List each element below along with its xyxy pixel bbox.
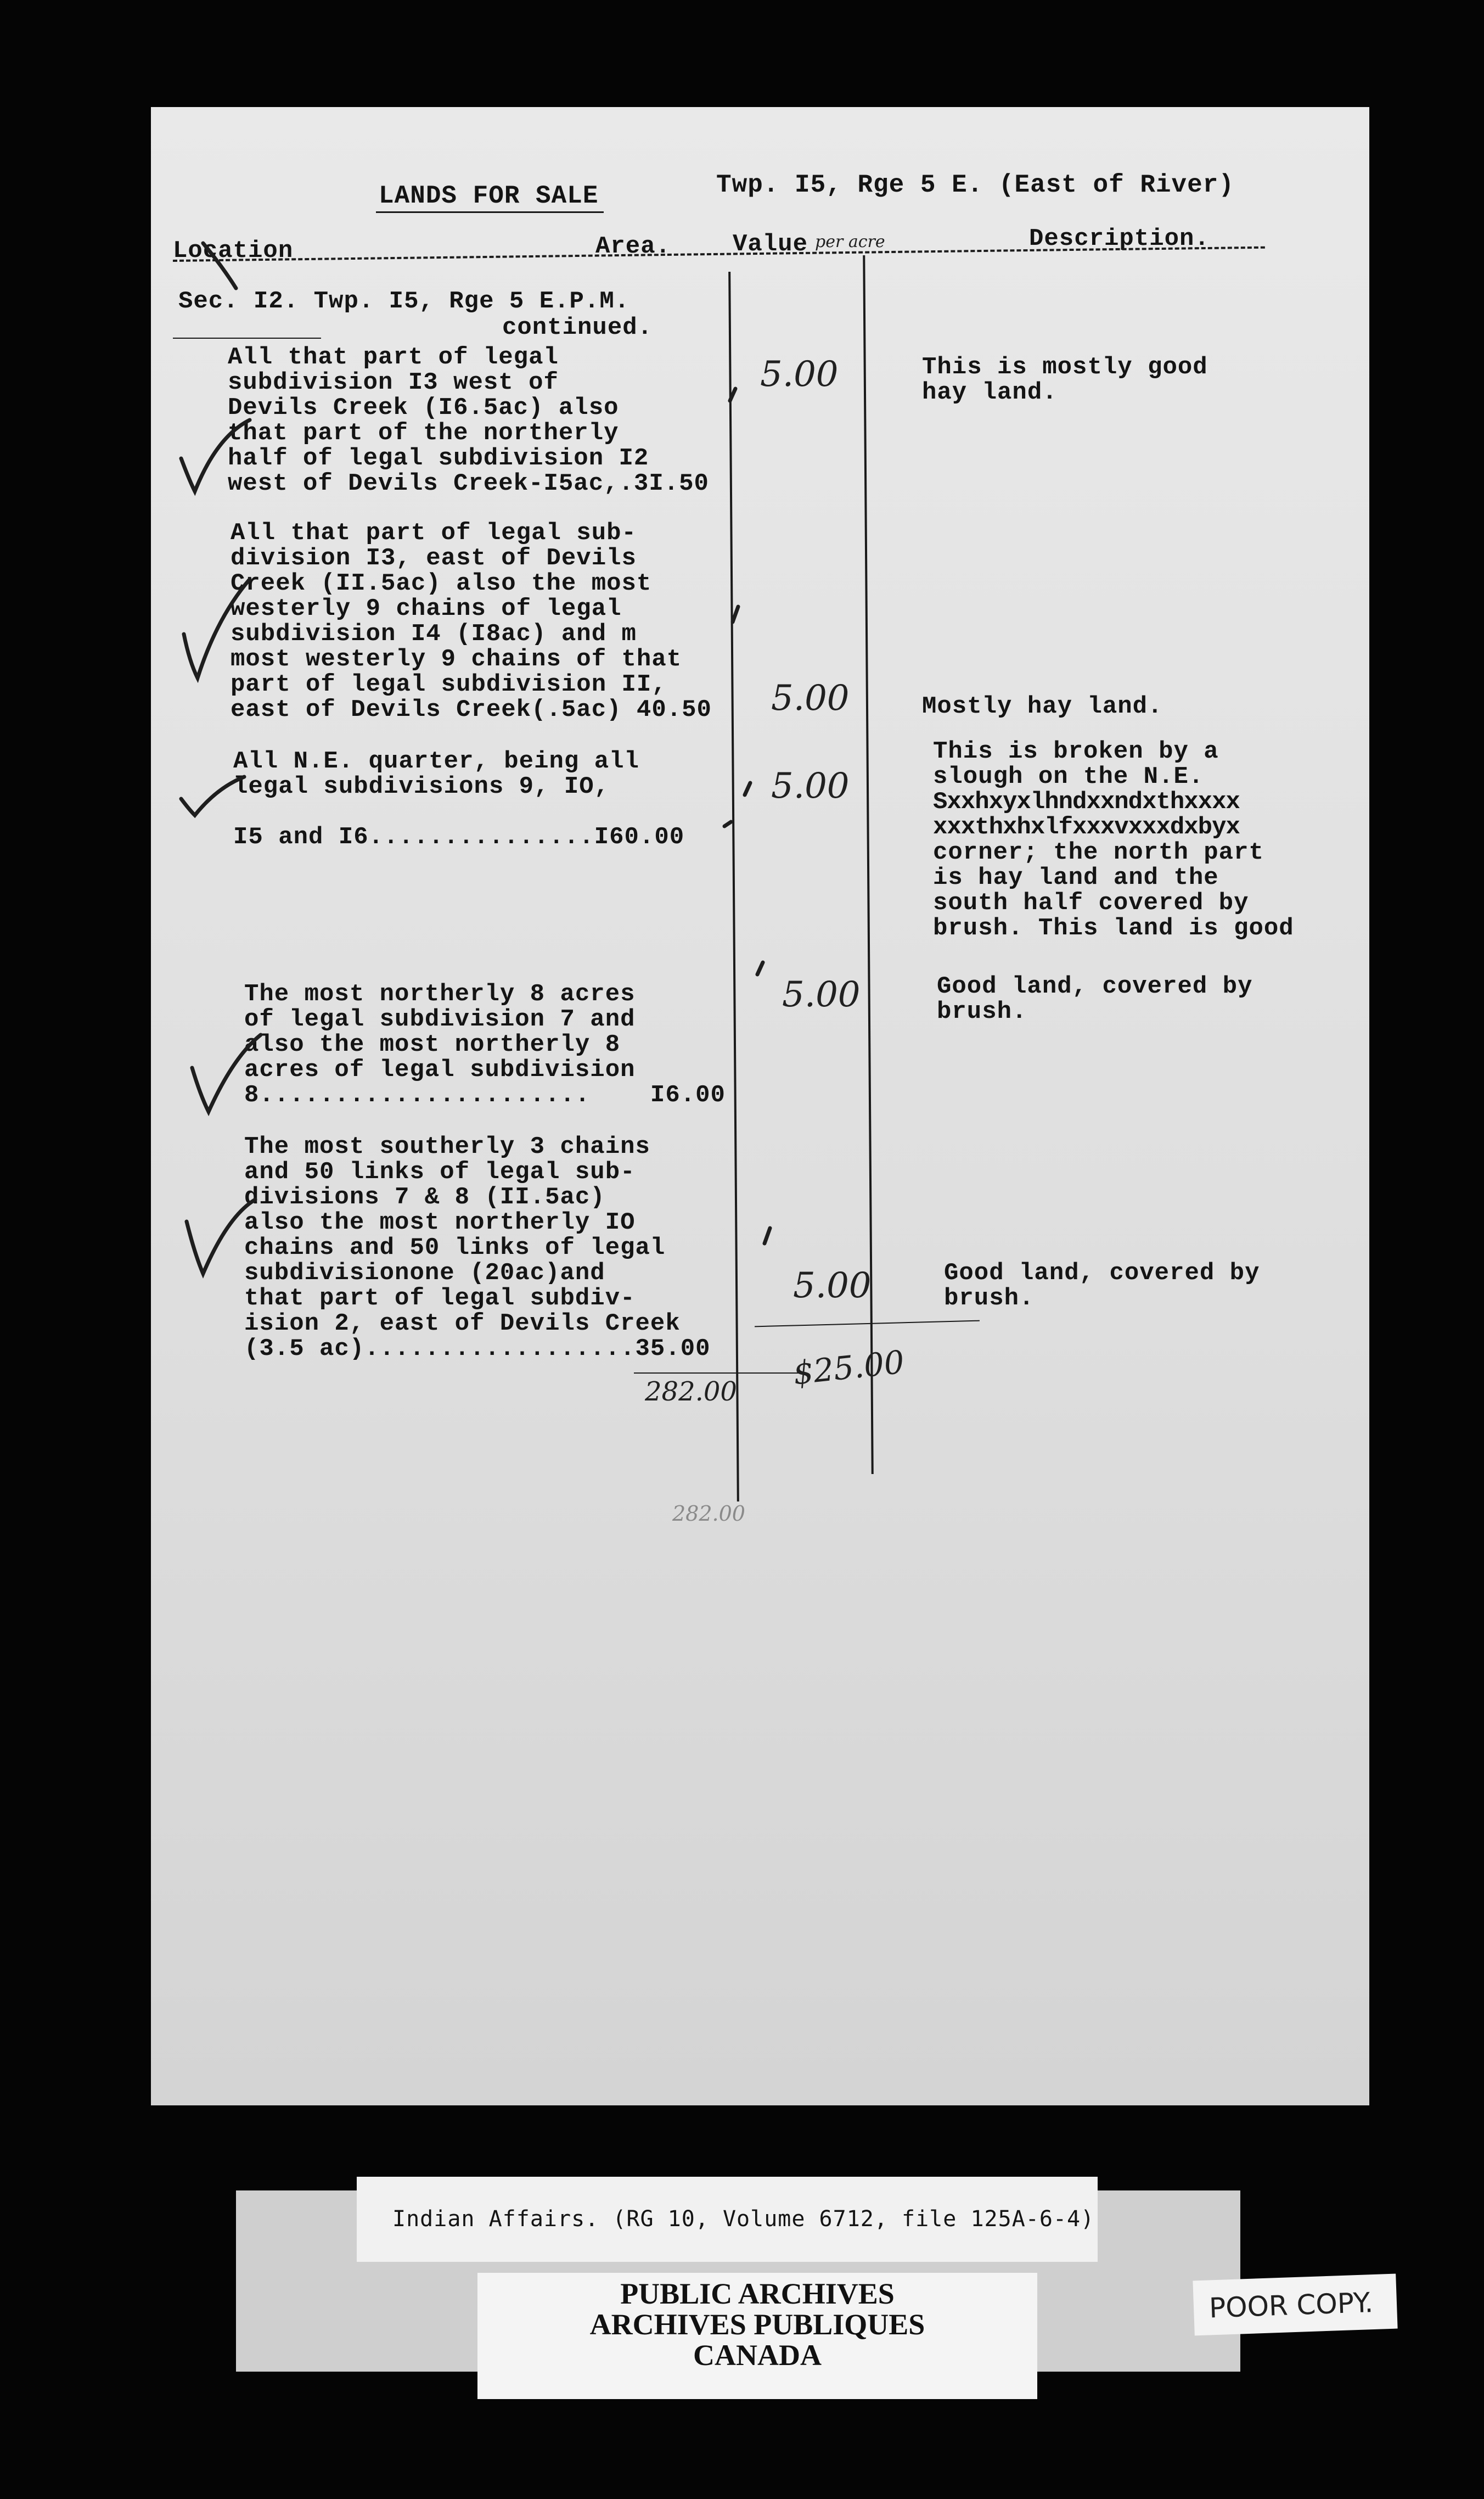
column-value: Value (733, 231, 808, 258)
entry-5-line-1: The most southerly 3 chains (244, 1133, 650, 1161)
poor-copy-label (1193, 2274, 1397, 2336)
entry-2-line-8: east of Devils Creek(.5ac) 40.50 (231, 696, 712, 724)
entry-1-description-2: hay land. (922, 379, 1058, 406)
entry-3-description-1: This is broken by a (933, 738, 1219, 765)
entry-1-line-3: Devils Creek (I6.5ac) also (228, 394, 619, 422)
entry-3-line-4: I5 and I6...............I60.00 (233, 823, 685, 851)
entry-5-value: 5.00 (793, 1265, 872, 1306)
entry-1-line-5: half of legal subdivision I2 (228, 445, 649, 472)
entry-4-line-3: also the most northerly 8 (244, 1031, 621, 1058)
entry-4-description-1: Good land, covered by (937, 973, 1253, 1000)
entry-1-description-1: This is mostly good (922, 354, 1208, 381)
entry-5-description-2: brush. (944, 1285, 1035, 1312)
entry-5-line-8: ision 2, east of Devils Creek (244, 1310, 681, 1337)
entry-5-description-1: Good land, covered by (944, 1259, 1260, 1287)
archive-line-1: PUBLIC ARCHIVES (620, 2277, 895, 2310)
column-description: Description. (1029, 225, 1210, 253)
entry-1-line-4: that part of the northerly (228, 419, 619, 447)
entry-5-line-9: (3.5 ac)..................35.00 (244, 1335, 711, 1363)
entry-5-line-4: also the most northerly IO (244, 1209, 636, 1236)
archive-line-2: ARCHIVES PUBLIQUES (589, 2308, 925, 2341)
entry-2-description-1: Mostly hay land. (922, 693, 1163, 720)
entry-3-description-struck-1: Sxxhxyxlhndxxndxthxxxx (933, 788, 1240, 816)
entry-3-line-1: All N.E. quarter, being all (233, 748, 639, 775)
entry-4-line-1: The most northerly 8 acres (244, 980, 636, 1008)
entry-4-value: 5.00 (782, 974, 861, 1015)
entry-3-description-2: slough on the N.E. (933, 763, 1204, 791)
pencil-note: 282.00 (672, 1501, 745, 1526)
entry-1-value: 5.00 (760, 354, 839, 395)
entry-5-line-3: divisions 7 & 8 (II.5ac) (244, 1184, 605, 1211)
document-title: LANDS FOR SALE (379, 182, 599, 210)
archive-line-3: CANADA (693, 2339, 822, 2372)
entry-4-line-5: 8...................... I6.00 (244, 1082, 726, 1109)
entry-1-line-6: west of Devils Creek-I5ac,.3I.50 (228, 470, 709, 497)
entry-3-value: 5.00 (771, 766, 850, 806)
entry-3-description-struck-2: xxxthxhxlfxxxvxxxdxbyx (933, 814, 1240, 841)
public-archives-stamp (477, 2273, 1037, 2399)
value-total: $25.00 (791, 1343, 906, 1392)
entry-2-line-1: All that part of legal sub- (231, 519, 637, 547)
check-mark-icon (151, 107, 1369, 1480)
entry-4-description-2: brush. (937, 998, 1027, 1026)
column-value-note: per acre (815, 232, 885, 251)
entry-4-line-2: of legal subdivision 7 and (244, 1006, 636, 1033)
section-heading-continued: continued. (502, 314, 653, 341)
column-location: Location (173, 237, 294, 265)
entry-2-value: 5.00 (771, 678, 850, 719)
entry-2-line-6: most westerly 9 chains of that (231, 646, 682, 673)
entry-5-line-6: subdivisionone (20ac)and (244, 1259, 605, 1287)
entry-3-description-5: corner; the north part (933, 839, 1264, 866)
archive-reference-label (357, 2177, 1098, 2262)
section-heading: Sec. I2. Twp. I5, Rge 5 E.P.M. (178, 288, 630, 315)
entry-2-line-7: part of legal subdivision II, (231, 671, 667, 698)
entry-5-line-7: that part of legal subdiv- (244, 1285, 636, 1312)
entry-2-line-4: westerly 9 chains of legal (231, 595, 622, 623)
entry-2-line-2: division I3, east of Devils (231, 545, 637, 572)
archive-reference: Indian Affairs. (RG 10, Volume 6712, file 125A-6-4) (392, 2206, 1095, 2232)
entry-4-line-4: acres of legal subdivision (244, 1056, 636, 1084)
entry-1-line-1: All that part of legal (228, 344, 559, 371)
entry-3-line-2: legal subdivisions 9, IO, (233, 773, 610, 800)
entry-5-line-5: chains and 50 links of legal (244, 1234, 666, 1262)
poor-copy-text: POOR COPY. (1208, 2287, 1374, 2324)
entry-1-line-2: subdivision I3 west of (228, 369, 559, 396)
area-total: 282.00 (645, 1376, 737, 1407)
entry-5-line-2: and 50 links of legal sub- (244, 1158, 636, 1186)
entry-3-description-6: is hay land and the (933, 864, 1219, 892)
document-sheet (151, 107, 1369, 2105)
township-heading: Twp. I5, Rge 5 E. (East of River) (716, 171, 1234, 199)
entry-2-line-5: subdivision I4 (I8ac) and m (231, 620, 637, 648)
entry-3-description-8: brush. This land is good (933, 915, 1294, 942)
entry-2-line-3: Creek (II.5ac) also the most (231, 570, 652, 597)
entry-3-description-7: south half covered by (933, 889, 1249, 917)
column-area: Area. (595, 233, 671, 260)
